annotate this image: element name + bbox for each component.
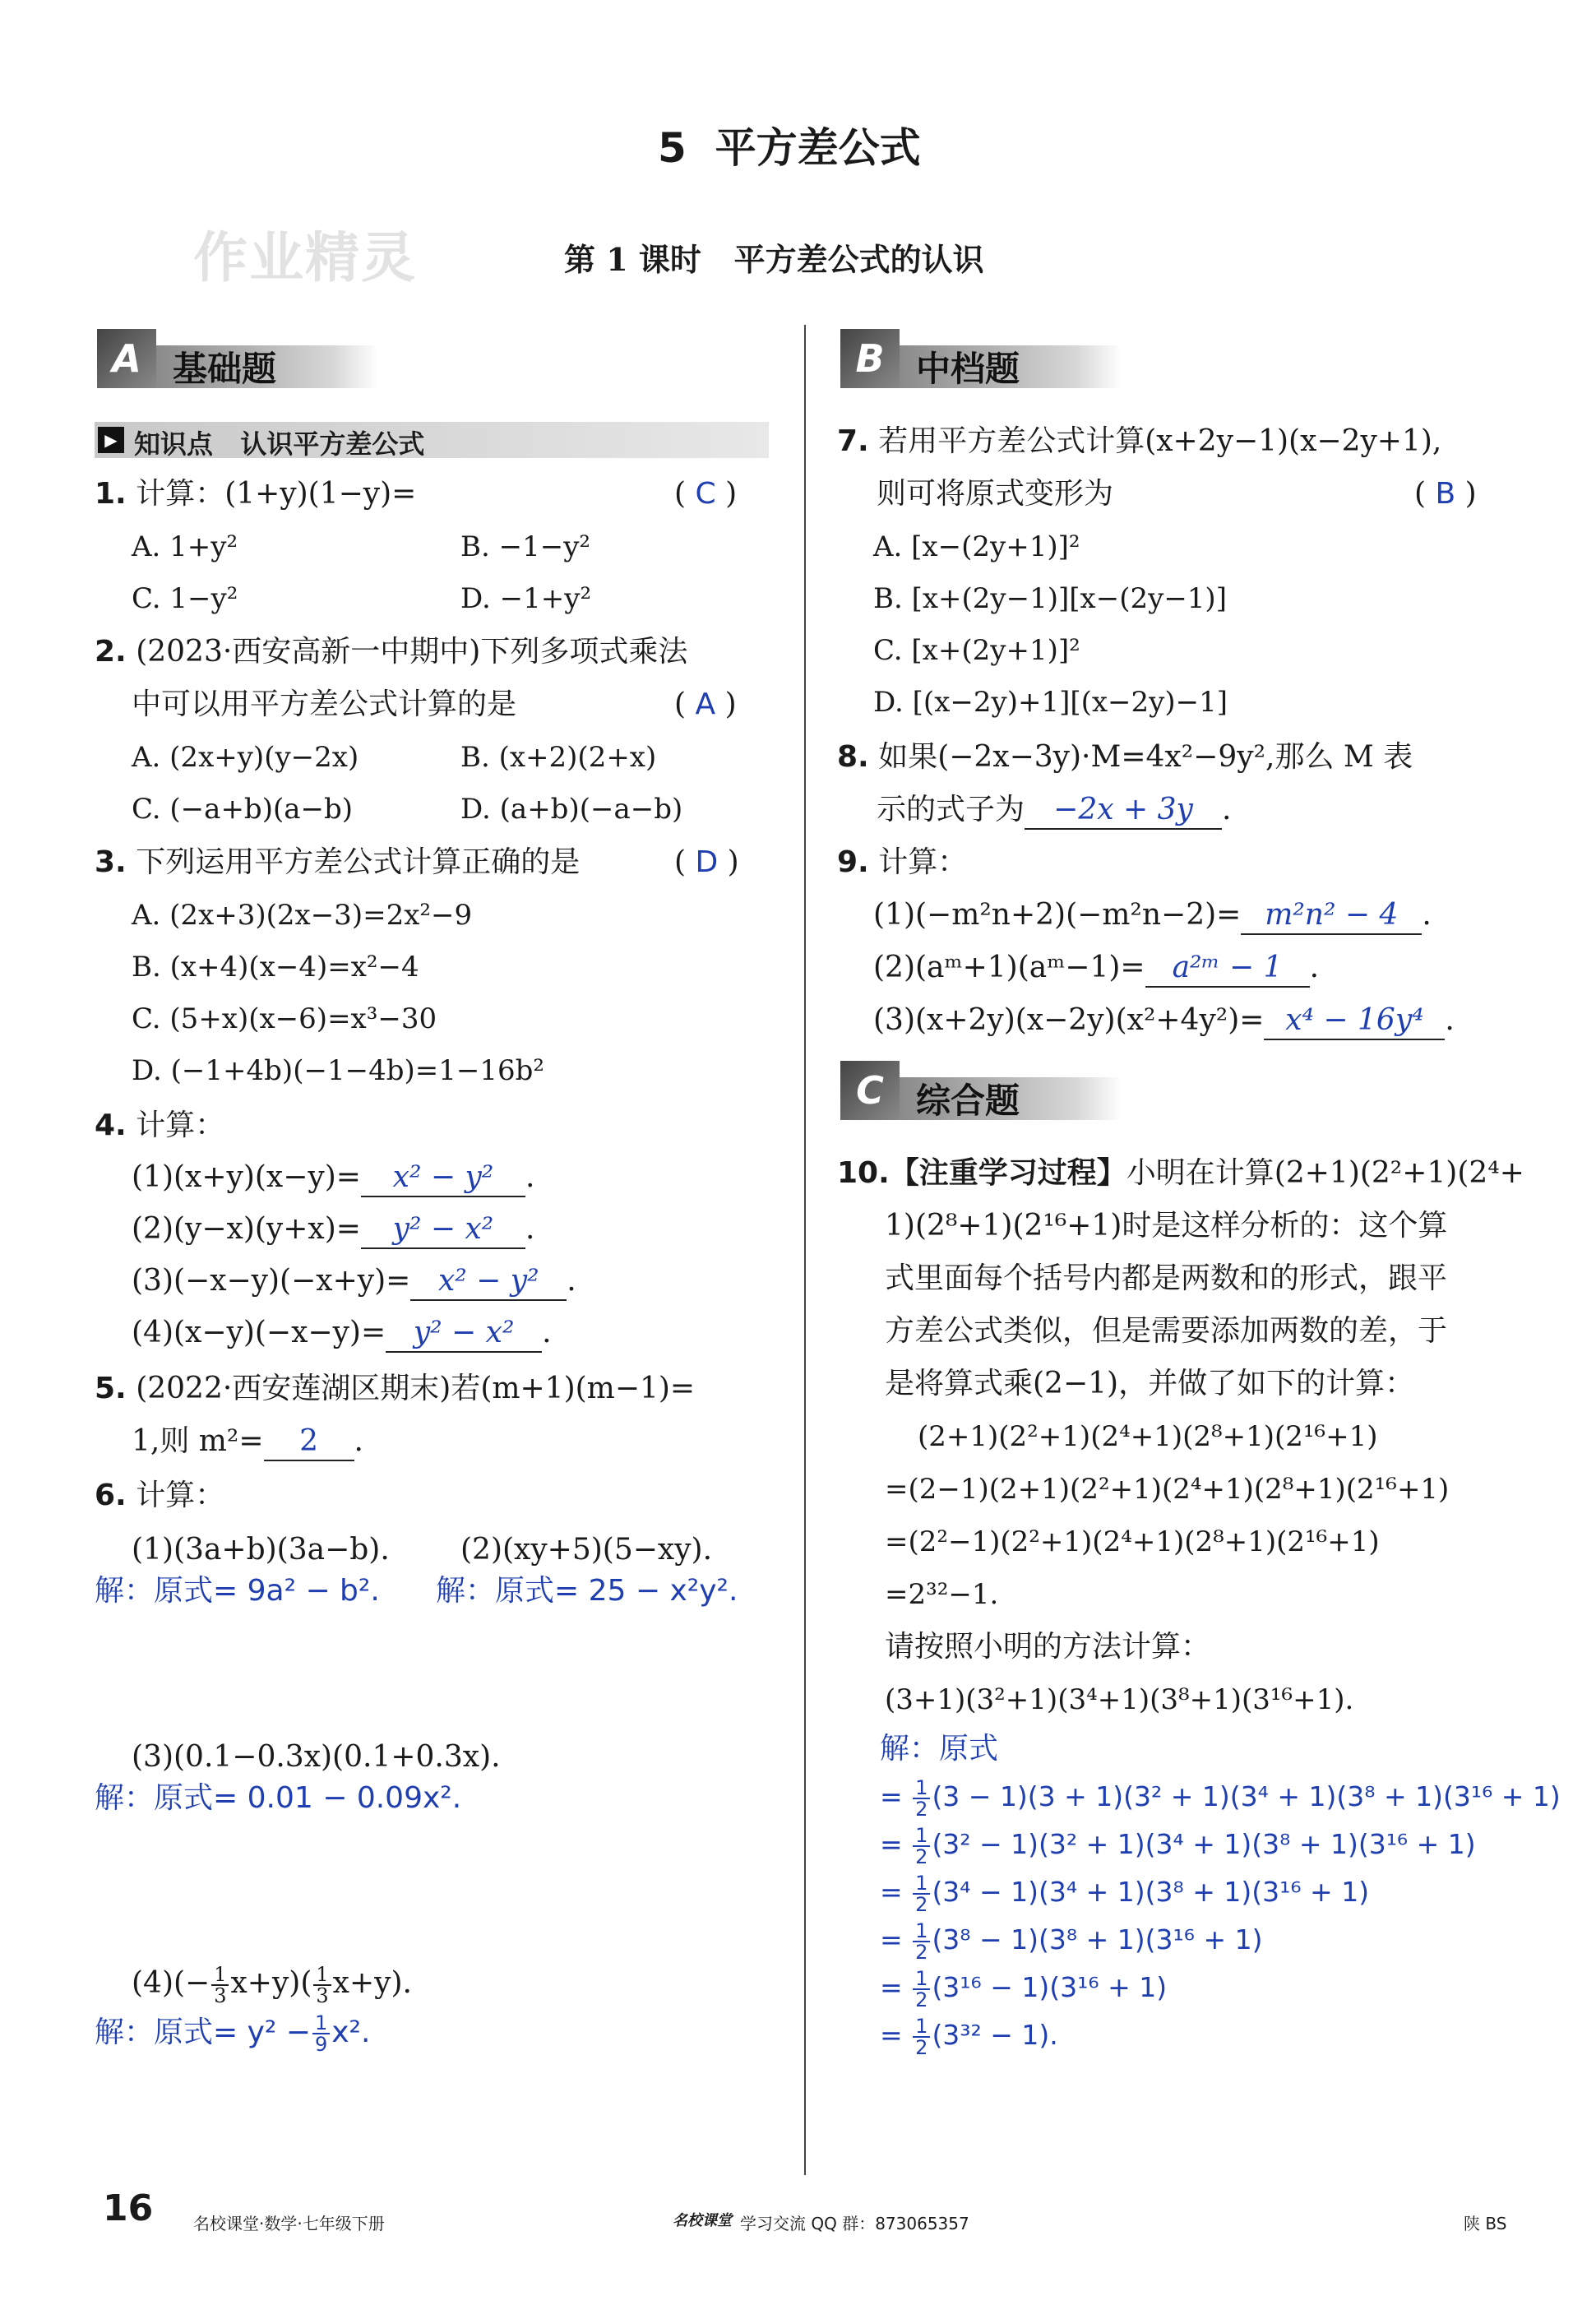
q9-item-3: (3)(x+2y)(x−2y)(x²+4y²)= x⁴ − 16y⁴ . [873, 998, 1455, 1043]
section-a-header [97, 329, 385, 395]
section-b-header [840, 329, 1128, 395]
q10-line-1: 小明在计算(2+1)(2²+1)(2⁴+ [1126, 1156, 1524, 1190]
half-num-6: 1 [913, 2016, 930, 2038]
q4-item-1-label: (1)(x+y)(x−y)= [132, 1160, 361, 1194]
fraction-one-half-3 [913, 1873, 930, 1914]
q10-solution-2 [880, 1822, 1476, 1867]
q3-number: 3. [95, 845, 127, 879]
q1-choice-a: A. 1+y² [132, 530, 238, 563]
question-7 [837, 419, 1441, 464]
half-den-3: 2 [915, 1892, 928, 1916]
section-a-letter: A [97, 329, 156, 388]
footer-edition: 陕 BS [1464, 2214, 1507, 2233]
play-icon: ▶ [98, 427, 124, 453]
q6-solution-4-a: 解：原式= y² − [95, 2016, 311, 2049]
q10-eq-2: = [880, 1828, 903, 1860]
fraction-one-third [211, 1965, 229, 2006]
question-3 [95, 840, 580, 885]
q8-answer: −2x + 3y [1025, 792, 1222, 830]
q2-stem-2: 中可以用平方差公式计算的是 [132, 687, 517, 721]
q9-item-1-label: (1)(−m²n+2)(−m²n−2)= [873, 898, 1242, 932]
q6-solution-4 [95, 2011, 370, 2055]
q10-tag: 【注重学习过程】 [889, 1156, 1126, 1190]
page-number: 16 [103, 2187, 154, 2229]
q3-choice-c: C. (5+x)(x−6)=x³−30 [132, 1002, 437, 1035]
question-6 [95, 1474, 224, 1518]
question-5 [95, 1367, 695, 1411]
q4-item-3-answer: x² − y² [410, 1263, 567, 1301]
q7-choice-b: B. [x+(2y−1)][x−(2y−1)] [873, 582, 1227, 615]
watermark: 作业精灵 [193, 226, 417, 289]
q9-number: 9. [837, 845, 869, 879]
q10-solution-head: 解：原式 [880, 1732, 999, 1766]
q6-part-2: (2)(xy+5)(5−xy). [460, 1533, 713, 1567]
q3-stem: 下列运用平方差公式计算正确的是 [136, 845, 581, 879]
q10-calc-2: =(2−1)(2+1)(2²+1)(2⁴+1)(2⁸+1)(2¹⁶+1) [885, 1473, 1450, 1506]
q6-stem: 计算： [136, 1479, 225, 1512]
q10-number: 10. [837, 1156, 890, 1190]
frac-num-2: 1 [313, 1965, 331, 1986]
question-1 [95, 472, 416, 516]
column-divider [804, 325, 806, 2175]
fraction-one-half [913, 1775, 930, 1821]
section-title: 5 平方差公式 [658, 124, 921, 172]
question-4 [95, 1104, 224, 1148]
section-b-title: 中档题 [916, 349, 1020, 389]
footer-book: 名校课堂·数学·七年级下册 [193, 2214, 385, 2233]
q5-stem-1: (2022·西安莲湖区期末)若(m+1)(m−1)= [136, 1372, 696, 1405]
q9-stem: 计算： [878, 845, 968, 879]
q4-item-4-label: (4)(x−y)(−x−y)= [132, 1316, 386, 1349]
q6-number: 6. [95, 1479, 127, 1512]
fraction-one-half-5 [913, 1966, 930, 2011]
q8-line-2: 示的式子为 −2x + 3y . [877, 788, 1231, 832]
q10-calc-1: (2+1)(2²+1)(2⁴+1)(2⁸+1)(2¹⁶+1) [918, 1420, 1378, 1453]
half-den-1: 2 [915, 1797, 928, 1821]
q4-item-3-label: (3)(−x−y)(−x+y)= [132, 1264, 411, 1298]
q6-part-3: (3)(0.1−0.3x)(0.1+0.3x). [132, 1740, 501, 1774]
q7-choice-d: D. [(x−2y)+1][(x−2y)−1] [873, 686, 1228, 719]
q3-answer: ( D ) [674, 845, 739, 879]
q9-item-1: (1)(−m²n+2)(−m²n−2)= m²n² − 4 . [873, 893, 1432, 937]
q10-eq-4: = [880, 1923, 903, 1956]
q7-stem-2: 则可将原式变形为 [877, 477, 1114, 511]
half-den-5: 2 [915, 1988, 928, 2011]
half-den-2: 2 [915, 1844, 928, 1868]
q4-item-1: (1)(x+y)(x−y)= x² − y² . [132, 1155, 534, 1200]
q2-choice-c: C. (−a+b)(a−b) [132, 793, 354, 826]
q9-item-3-answer: x⁴ − 16y⁴ [1264, 1002, 1445, 1040]
q9-item-2-label: (2)(aᵐ+1)(aᵐ−1)= [873, 951, 1145, 984]
q7-choice-a: A. [x−(2y+1)]² [873, 530, 1080, 563]
q2-number: 2. [95, 635, 127, 669]
q10-solution-3-text: (3⁴ − 1)(3⁴ + 1)(3⁸ + 1)(3¹⁶ + 1) [932, 1876, 1370, 1908]
q2-choice-b: B. (x+2)(2+x) [460, 741, 657, 774]
section-c-header [840, 1061, 1128, 1127]
frac-num: 1 [211, 1965, 229, 1986]
q10-solution-5 [880, 1965, 1167, 2010]
q10-line-3: 式里面每个括号内都是两数和的形式，跟平 [885, 1261, 1448, 1295]
q10-line-5: 是将算式乘(2−1)，并做了如下的计算： [885, 1367, 1415, 1400]
q10-solution-6 [880, 2013, 1058, 2057]
fraction-one-half-2 [913, 1823, 930, 1868]
q4-number: 4. [95, 1109, 127, 1142]
q10-solution-4 [880, 1918, 1262, 1962]
q5-stem-2: 1,则 m²= [132, 1424, 264, 1458]
q8-number: 8. [837, 740, 869, 774]
half-num-1: 1 [913, 1778, 930, 1799]
question-2 [95, 630, 687, 674]
q7-answer-value: B [1435, 477, 1456, 511]
q10-eq-6: = [880, 2019, 903, 2051]
half-num-4: 1 [913, 1921, 930, 1942]
q10-solution-2-text: (3² − 1)(3² + 1)(3⁴ + 1)(3⁸ + 1)(3¹⁶ + 1) [932, 1828, 1476, 1860]
q10-eq-5: = [880, 1971, 903, 2003]
q9-item-2: (2)(aᵐ+1)(aᵐ−1)= a²ᵐ − 1 . [873, 946, 1319, 990]
section-b-letter: B [840, 329, 900, 388]
q10-line-4: 方差公式类似，但是需要添加两数的差，于 [885, 1314, 1448, 1348]
q7-answer: ( B ) [1414, 477, 1477, 511]
knowledge-bar [95, 422, 769, 458]
q10-solution-5-text: (3¹⁶ − 1)(3¹⁶ + 1) [932, 1971, 1168, 2003]
section-c-title: 综合题 [916, 1081, 1020, 1121]
q6-part-4-a: (4)(− [132, 1966, 210, 2000]
half-den-6: 2 [915, 2035, 928, 2059]
question-8 [837, 735, 1413, 780]
q6-solution-2: 解：原式= 25 − x²y². [436, 1574, 738, 1608]
q6-part-1: (1)(3a+b)(3a−b). [132, 1533, 390, 1567]
q2-answer: ( A ) [674, 687, 737, 721]
q6-solution-4-b: x². [331, 2016, 371, 2049]
frac-den-3: 9 [314, 2033, 328, 2056]
half-num-5: 1 [913, 1969, 930, 1990]
q6-solution-3: 解：原式= 0.01 − 0.09x². [95, 1781, 462, 1815]
q10-expression: (3+1)(3²+1)(3⁴+1)(3⁸+1)(3¹⁶+1). [885, 1683, 1354, 1716]
q4-item-2: (2)(y−x)(y+x)= y² − x² . [132, 1207, 534, 1252]
q6-part-4-b: x+y)( [230, 1966, 312, 2000]
fraction-one-third-2 [313, 1965, 331, 2006]
lesson-title: 第 1 课时 平方差公式的认识 [564, 241, 984, 278]
q1-answer: ( C ) [674, 477, 738, 511]
q7-number: 7. [837, 424, 869, 458]
knowledge-label: 知识点 认识平方差公式 [134, 428, 425, 460]
footer-qq: 学习交流 QQ 群：873065357 [740, 2214, 969, 2233]
q3-choice-d: D. (−1+4b)(−1−4b)=1−16b² [132, 1054, 544, 1087]
frac-den-2: 3 [316, 1984, 329, 2007]
q10-solution-3 [880, 1870, 1369, 1914]
q4-item-1-answer: x² − y² [361, 1159, 525, 1197]
q2-choice-d: D. (a+b)(−a−b) [460, 793, 683, 826]
q6-part-4-c: x+y). [332, 1966, 412, 2000]
half-den-4: 2 [915, 1940, 928, 1964]
q10-calc-4: =2³²−1. [885, 1578, 999, 1611]
q1-choice-d: D. −1+y² [460, 582, 592, 615]
section-a-title: 基础题 [173, 349, 277, 389]
q8-stem-2: 示的式子为 [877, 793, 1025, 826]
q8-stem-1: 如果(−2x−3y)·M=4x²−9y²,那么 M 表 [878, 740, 1413, 774]
q5-number: 5. [95, 1372, 127, 1405]
q5-line-2: 1,则 m²= 2 . [132, 1419, 363, 1464]
q9-item-3-label: (3)(x+2y)(x−2y)(x²+4y²)= [873, 1003, 1265, 1037]
q4-item-2-label: (2)(y−x)(y+x)= [132, 1212, 361, 1246]
q9-item-2-answer: a²ᵐ − 1 [1145, 950, 1310, 988]
q10-line-2: 1)(2⁸+1)(2¹⁶+1)时是这样分析的：这个算 [885, 1209, 1448, 1243]
q1-answer-value: C [695, 477, 716, 511]
q3-choice-b: B. (x+4)(x−4)=x²−4 [132, 951, 419, 984]
q7-stem-1: 若用平方差公式计算(x+2y−1)(x−2y+1), [878, 424, 1442, 458]
q10-solution-6-text: (3³² − 1). [932, 2019, 1058, 2051]
q10-solution-1 [880, 1775, 1561, 1819]
q10-calc-3: =(2²−1)(2²+1)(2⁴+1)(2⁸+1)(2¹⁶+1) [885, 1525, 1380, 1558]
q10-eq-3: = [880, 1876, 903, 1908]
question-10 [837, 1151, 1524, 1196]
q1-stem: 计算：(1+y)(1−y)= [136, 477, 417, 511]
q3-answer-value: D [695, 845, 719, 879]
q4-item-3: (3)(−x−y)(−x+y)= x² − y² . [132, 1259, 576, 1303]
question-9 [837, 840, 967, 885]
q1-choice-c: C. 1−y² [132, 582, 238, 615]
fraction-one-half-4 [913, 1921, 930, 1962]
half-num-3: 1 [913, 1873, 930, 1895]
q10-solution-4-text: (3⁸ − 1)(3⁸ + 1)(3¹⁶ + 1) [932, 1923, 1263, 1956]
q4-item-4-answer: y² − x² [386, 1315, 542, 1353]
fraction-one-half-6 [913, 2016, 930, 2057]
fraction-one-ninth [312, 2013, 330, 2054]
q1-choice-b: B. −1−y² [460, 530, 591, 563]
q6-part-4 [132, 1961, 412, 2006]
q10-solution-1-text: (3 − 1)(3 + 1)(3² + 1)(3⁴ + 1)(3⁸ + 1)(3¹⁶ + 1) [932, 1780, 1561, 1812]
q2-stem-1: (2023·西安高新一中期中)下列多项式乘法 [136, 635, 688, 669]
q3-choice-a: A. (2x+3)(2x−3)=2x²−9 [132, 899, 473, 932]
q5-answer: 2 [264, 1423, 354, 1461]
section-c-letter: C [840, 1061, 900, 1120]
q4-stem: 计算： [136, 1109, 225, 1142]
q9-item-1-answer: m²n² − 4 [1241, 897, 1422, 935]
q6-solution-1: 解：原式= 9a² − b². [95, 1574, 380, 1608]
frac-num-3: 1 [312, 2013, 330, 2034]
half-num-2: 1 [913, 1826, 930, 1847]
q10-eq-1: = [880, 1780, 903, 1812]
q10-prompt: 请按照小明的方法计算： [885, 1630, 1211, 1664]
q2-choice-a: A. (2x+y)(y−2x) [132, 741, 359, 774]
footer-brand-logo: 名校课堂 [673, 2212, 732, 2229]
frac-den: 3 [214, 1984, 227, 2007]
q4-item-4: (4)(x−y)(−x−y)= y² − x² . [132, 1311, 552, 1355]
q7-choice-c: C. [x+(2y+1)]² [873, 634, 1080, 667]
q4-item-2-answer: y² − x² [361, 1211, 525, 1249]
q2-answer-value: A [695, 687, 716, 721]
q1-number: 1. [95, 477, 127, 511]
